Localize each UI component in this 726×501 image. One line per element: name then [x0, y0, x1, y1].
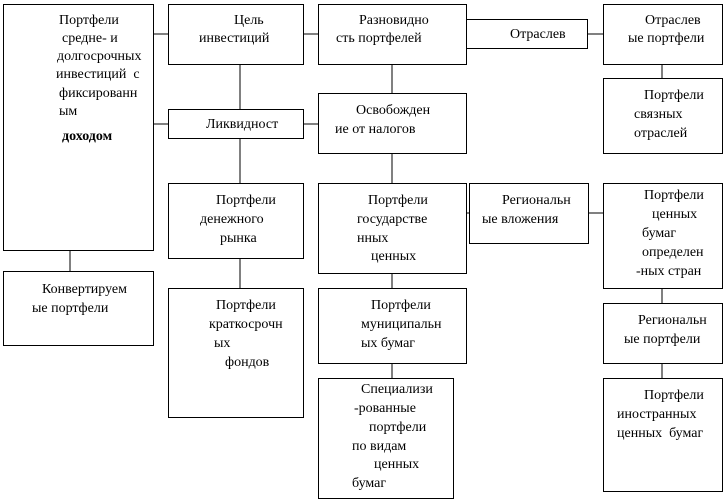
node-sectoral-line-1: Отраслев	[510, 27, 566, 42]
node-short-term-line-4: фондов	[225, 355, 270, 370]
node-types	[318, 4, 467, 65]
node-short-term-line-2: краткосрочн	[209, 317, 283, 332]
node-government	[318, 183, 467, 274]
node-foreign-line-2: иностранных	[617, 407, 697, 422]
node-fixed-income-line-4: инвестиций с	[56, 67, 140, 82]
node-regional-invest	[469, 183, 589, 244]
node-foreign	[603, 378, 723, 492]
node-fixed-income-line-5: фиксированн	[59, 86, 138, 101]
node-types-line-2: сть портфелей	[336, 31, 422, 46]
node-liquidity	[168, 109, 304, 139]
node-related-sectors-line-1: Портфели	[644, 88, 704, 103]
node-related-sectors-line-2: связных	[634, 107, 683, 122]
node-fixed-income	[3, 4, 154, 251]
node-money-market-line-1: Портфели	[216, 193, 276, 208]
node-countries-line-4: определен	[642, 245, 704, 260]
node-government-line-4: ценных	[371, 249, 417, 264]
node-specialized-line-4: по видам	[352, 439, 407, 454]
node-fixed-income-line-3: долгосрочных	[57, 49, 142, 64]
node-regional-portfolios-line-1: Региональн	[638, 313, 707, 328]
node-regional-invest-line-1: Региональн	[502, 193, 571, 208]
node-government-line-2: государстве	[357, 212, 428, 227]
node-money-market	[168, 183, 304, 259]
node-related-sectors-line-3: отраслей	[634, 126, 688, 141]
node-specialized-line-5: ценных	[374, 457, 420, 472]
node-countries-line-3: бумаг	[642, 226, 677, 241]
node-municipal	[318, 288, 467, 364]
node-convertible-line-2: ые портфели	[32, 301, 109, 316]
node-money-market-line-3: рынка	[220, 231, 257, 246]
node-countries	[603, 183, 723, 289]
node-tax-exempt	[318, 93, 467, 154]
node-regional-portfolios	[603, 303, 723, 364]
node-money-market-line-2: денежного	[200, 212, 264, 227]
node-regional-invest-line-2: ые вложения	[482, 212, 559, 227]
node-regional-portfolios-line-2: ые портфели	[624, 332, 701, 347]
node-municipal-line-3: ых бумаг	[361, 336, 416, 351]
node-fixed-income-line-2: средне- и	[62, 31, 118, 46]
node-goal-line-2: инвестиций	[199, 31, 270, 46]
node-convertible	[3, 271, 154, 346]
node-countries-line-1: Портфели	[644, 188, 704, 203]
node-specialized-line-6: бумаг	[352, 476, 387, 491]
node-short-term-line-3: ых	[214, 336, 231, 351]
node-sectoral	[466, 19, 588, 49]
node-sector-portfolios-line-1: Отраслев	[645, 13, 701, 28]
node-convertible-line-1: Конвертируем	[42, 282, 128, 297]
node-tax-exempt-line-2: ие от налогов	[335, 122, 416, 137]
node-short-term-line-1: Портфели	[216, 298, 276, 313]
node-tax-exempt-line-1: Освобожден	[356, 103, 431, 118]
node-foreign-line-1: Портфели	[644, 388, 704, 403]
node-foreign-line-3: ценных бумаг	[617, 426, 704, 441]
node-municipal-line-1: Портфели	[371, 298, 431, 313]
node-goal	[168, 4, 304, 65]
node-specialized-line-3: портфели	[369, 420, 427, 435]
node-specialized-line-2: -рованные	[354, 401, 416, 416]
node-related-sectors	[603, 78, 723, 154]
node-fixed-income-bold-line: доходом	[62, 129, 113, 144]
node-countries-line-2: ценных	[652, 207, 698, 222]
node-government-line-3: нных	[357, 231, 389, 246]
node-sector-portfolios	[603, 4, 723, 65]
node-specialized-line-1: Специализи	[361, 382, 433, 397]
node-government-line-1: Портфели	[368, 193, 428, 208]
node-fixed-income-line-1: Портфели	[59, 13, 119, 28]
node-fixed-income-line-6: ым	[59, 104, 78, 119]
node-sector-portfolios-line-2: ые портфели	[628, 31, 705, 46]
node-specialized	[318, 378, 454, 499]
node-municipal-line-2: муниципальн	[361, 317, 442, 332]
node-liquidity-line-1: Ликвидност	[206, 117, 279, 132]
node-countries-line-5: -ных стран	[636, 264, 702, 279]
node-goal-line-1: Цель	[234, 13, 264, 28]
node-types-line-1: Разновидно	[359, 13, 429, 28]
node-short-term	[168, 288, 304, 418]
